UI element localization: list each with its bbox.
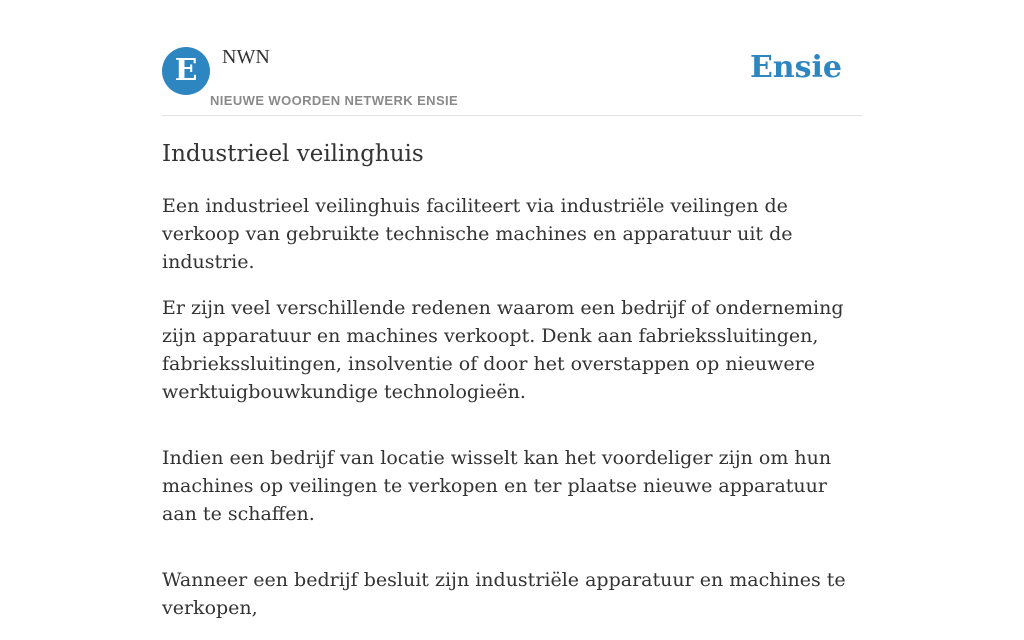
article-paragraph-1: Een industrieel veilinghuis faciliteert via industriële veilingen de verkoop van gebruikte technische machines en apparatuur uit de industrie. bbox=[162, 195, 793, 273]
article-paragraph-3: Indien een bedrijf van locatie wisselt kan het voordeliger zijn om hun machines op veilingen te verkopen en ter plaatse nieuwe apparatuur aan te schaffen. bbox=[162, 447, 832, 525]
article-paragraph-4: Wanneer een bedrijf besluit zijn industriële apparatuur en machines te verkopen, bbox=[162, 569, 846, 619]
site-name[interactable]: NWN bbox=[222, 46, 270, 68]
article-paragraph-2: Er zijn veel verschillende redenen waarom een bedrijf of onderneming zijn apparatuur en machines verkoopt. Denk aan fabriekssluitingen, fabriekssluitingen, insolventie of door het overstappen op nieuwere werktuigbouwkundige technologieën. bbox=[162, 297, 844, 403]
site-header bbox=[162, 0, 862, 116]
brand-logo[interactable]: Ensie bbox=[749, 50, 842, 85]
logo-e-icon[interactable]: E bbox=[162, 47, 210, 95]
content-column bbox=[162, 0, 862, 619]
article-body bbox=[162, 192, 862, 640]
article-title: Industrieel veilinghuis bbox=[162, 141, 424, 167]
site-subtitle: NIEUWE WOORDEN NETWERK ENSIE bbox=[210, 93, 459, 108]
